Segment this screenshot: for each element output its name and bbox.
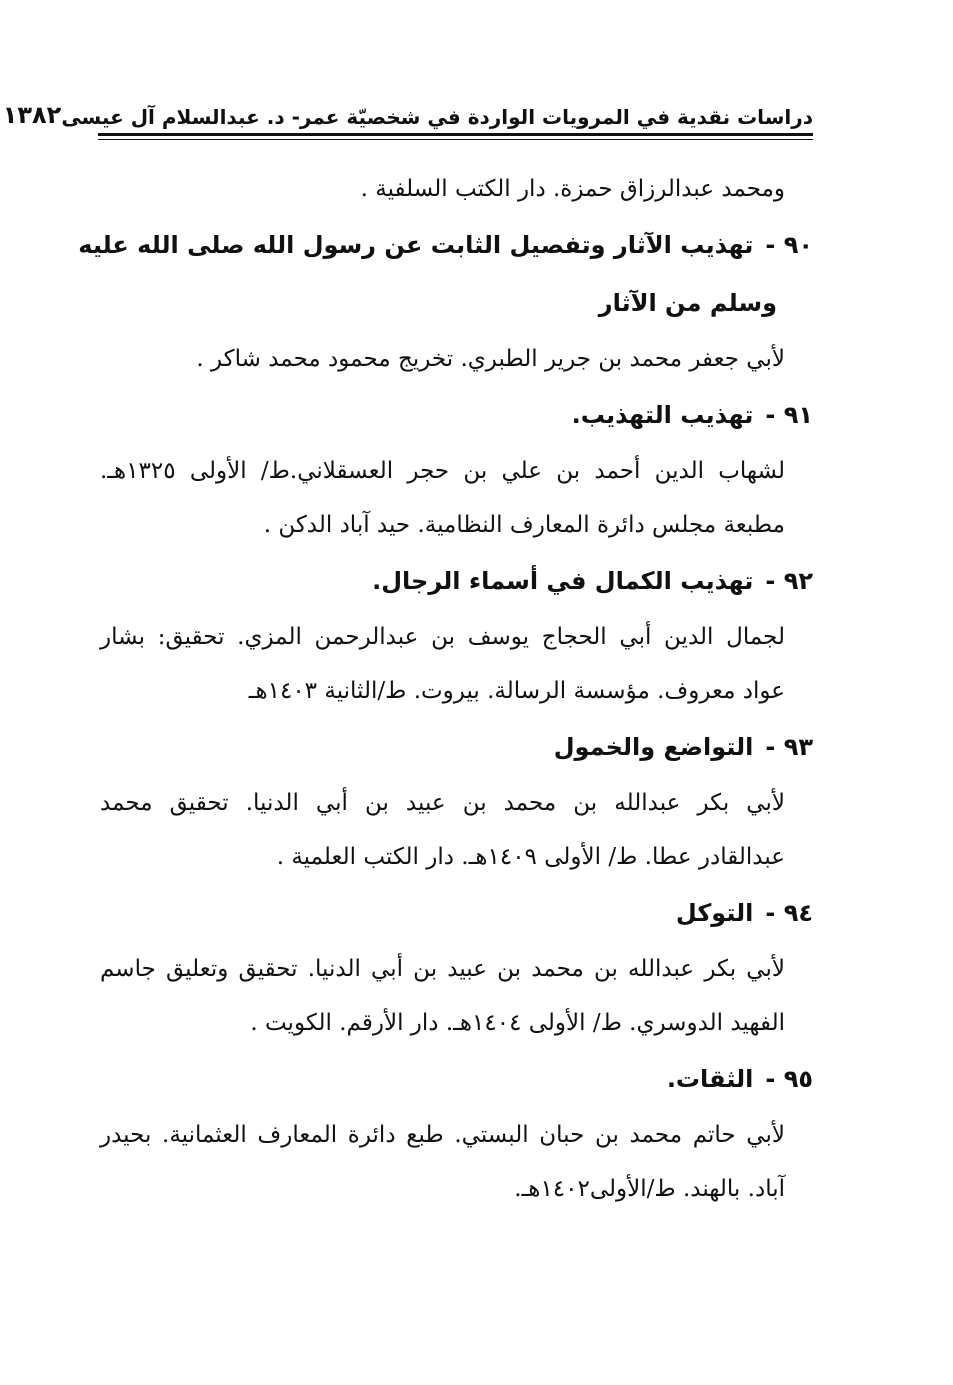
entry-title-line [100, 718, 813, 776]
page-header [2, 92, 813, 136]
entry-number: ٩٤ - [765, 899, 813, 927]
entry-text-line: عبدالقادر عطا. ط/ الأولى ١٤٠٩هـ. دار الكتب العلمية . [276, 844, 785, 870]
bibliography-entry-90 [78, 216, 813, 386]
entry-title: التوكل [675, 899, 754, 927]
entry-title-line [78, 216, 813, 274]
entry-text-line: لأبي بكر عبدالله بن محمد بن عبيد بن أبي الدنيا. تحقيق محمد [100, 790, 785, 816]
bibliography-entry-continuation [100, 162, 813, 216]
bibliography-entry-93 [100, 718, 813, 884]
entry-title: الثقات. [666, 1065, 754, 1093]
entry-title-continuation: وسلم من الآثار [598, 289, 777, 317]
bibliography-entry-95 [100, 1050, 813, 1216]
entry-title: تهذيب الكمال في أسماء الرجال. [372, 567, 754, 595]
page-number: ١٣٨٢ [2, 101, 62, 129]
entry-number: ٩٠ - [765, 231, 813, 259]
entry-text-line: ومحمد عبدالرزاق حمزة. دار الكتب السلفية . [360, 176, 785, 202]
header-rule [98, 139, 813, 140]
entry-text-line: آباد. بالهند. ط/الأولى١٤٠٢هـ. [514, 1176, 785, 1202]
entry-text-line: لشهاب الدين أحمد بن علي بن حجر العسقلاني.ط/ الأولى ١٣٢٥هـ. [100, 458, 785, 484]
entry-text-line: عواد معروف. مؤسسة الرسالة. بيروت. ط/الثانية ١٤٠٣هـ [248, 678, 785, 704]
entry-text-line: لأبي حاتم محمد بن حبان البستي. طبع دائرة المعارف العثمانية. بحيدر [100, 1122, 785, 1148]
bibliography-list [78, 162, 813, 1216]
entry-number: ٩٢ - [765, 567, 813, 595]
bibliography-entry-92 [100, 552, 813, 718]
bibliography-entry-94 [100, 884, 813, 1050]
entry-text-line: لجمال الدين أبي الحجاج يوسف بن عبدالرحمن المزي. تحقيق: بشار [100, 624, 785, 650]
entry-text-line: الفهيد الدوسري. ط/ الأولى ١٤٠٤هـ. دار الأرقم. الكويت . [250, 1010, 785, 1036]
entry-title-line [100, 386, 813, 444]
entry-title: تهذيب التهذيب. [571, 401, 754, 429]
entry-number: ٩٣ - [765, 733, 813, 761]
entry-title: تهذيب الآثار وتفصيل الثابت عن رسول الله صلى الله عليه [78, 231, 754, 259]
bibliography-entry-91 [100, 386, 813, 552]
entry-number: ٩٥ - [765, 1065, 813, 1093]
entry-text-line: مطبعة مجلس دائرة المعارف النظامية. حيد آباد الدكن . [263, 512, 785, 538]
entry-text-line: لأبي بكر عبدالله بن محمد بن عبيد بن أبي الدنيا. تحقيق وتعليق جاسم [100, 956, 785, 982]
entry-title-line [100, 1050, 813, 1108]
entry-text-line: لأبي جعفر محمد بن جرير الطبري. تخريج محمود محمد شاكر . [196, 346, 785, 372]
running-title: دراسات نقدية في المرويات الواردة في شخصيّة عمر- د. عبدالسلام آل عيسى [61, 105, 813, 129]
entry-title-line [100, 884, 813, 942]
entry-title: التواضع والخمول [553, 733, 754, 761]
entry-title-line [100, 552, 813, 610]
entry-number: ٩١ - [765, 401, 813, 429]
